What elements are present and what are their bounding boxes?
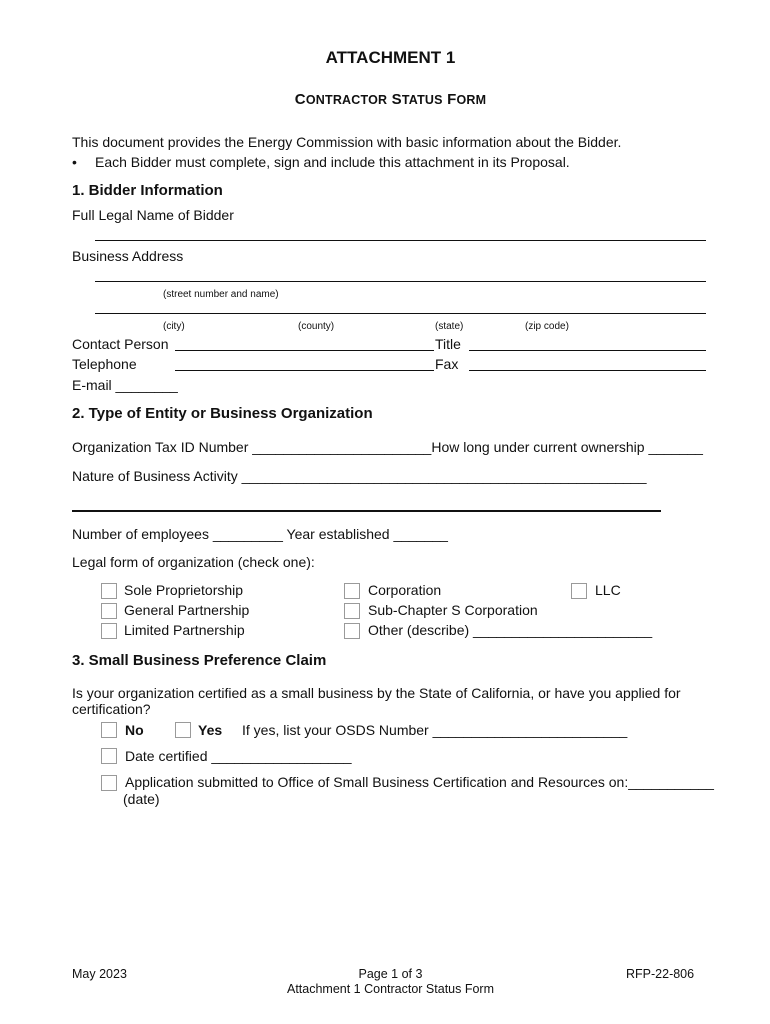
street-address-field[interactable] — [95, 281, 706, 282]
section-3-heading: 3. Small Business Preference Claim — [72, 652, 327, 669]
footer-form-name: Attachment 1 Contractor Status Form — [286, 982, 495, 996]
limited-partnership-label: Limited Partnership — [124, 622, 245, 638]
small-business-question-cont: certification? — [72, 701, 151, 717]
intro-bullet: Each Bidder must complete, sign and include this attachment in its Proposal. — [95, 154, 570, 170]
application-submitted-checkbox[interactable] — [101, 775, 117, 791]
no-checkbox[interactable] — [101, 722, 117, 738]
subchapter-s-label: Sub-Chapter S Corporation — [368, 602, 538, 618]
yes-label: Yes — [198, 722, 223, 738]
city-hint: (city) — [163, 321, 185, 332]
corporation-label: Corporation — [368, 582, 442, 598]
employees-line[interactable]: Number of employees _________ Year established _______ — [72, 526, 448, 542]
footer-date: May 2023 — [72, 967, 127, 981]
subtitle-letter: C — [294, 91, 306, 108]
title-field[interactable] — [469, 350, 706, 351]
title-label: Title — [435, 336, 461, 352]
nature-business-extra-field[interactable] — [72, 510, 661, 512]
subtitle-small-caps: ONTRACTOR — [305, 93, 388, 107]
fax-field[interactable] — [469, 370, 706, 371]
small-business-question: Is your organization certified as a small business by the State of California, or have you applied for — [72, 685, 681, 701]
date-certified-line[interactable]: Date certified __________________ — [125, 748, 352, 764]
other-checkbox[interactable] — [344, 623, 360, 639]
osds-number-line[interactable]: If yes, list your OSDS Number _________________________ — [242, 722, 628, 738]
intro-bullet-dot: • — [72, 154, 77, 170]
date-hint: (date) — [123, 791, 160, 807]
subtitle-small-caps: ORM — [456, 93, 487, 107]
limited-partnership-checkbox[interactable] — [101, 623, 117, 639]
contact-person-field[interactable] — [175, 350, 434, 351]
nature-business-line[interactable]: Nature of Business Activity ____________________________________________________ — [72, 468, 647, 484]
business-address-label: Business Address — [72, 248, 184, 264]
city-state-zip-field[interactable] — [95, 313, 706, 314]
subchapter-s-checkbox[interactable] — [344, 603, 360, 619]
section-2-heading: 2. Type of Entity or Business Organization — [72, 405, 373, 422]
subtitle-letter: F — [447, 91, 457, 108]
street-hint: (street number and name) — [163, 289, 279, 300]
footer-rfp-number: RFP-22-806 — [626, 967, 695, 981]
fax-label: Fax — [435, 356, 459, 372]
zip-hint: (zip code) — [525, 321, 569, 332]
sole-proprietorship-checkbox[interactable] — [101, 583, 117, 599]
contact-person-label: Contact Person — [72, 336, 169, 352]
yes-checkbox[interactable] — [175, 722, 191, 738]
footer-page-number: Page 1 of 3 — [358, 967, 423, 981]
llc-checkbox[interactable] — [571, 583, 587, 599]
sole-proprietorship-label: Sole Proprietorship — [124, 582, 244, 598]
application-submitted-line[interactable]: Application submitted to Office of Small Business Certification and Resources on:___________ — [125, 774, 714, 790]
telephone-field[interactable] — [175, 370, 434, 371]
subtitle-letter: S — [391, 91, 402, 108]
full-legal-name-label: Full Legal Name of Bidder — [72, 207, 234, 223]
subtitle-small-caps: TATUS — [401, 93, 443, 107]
other-label[interactable]: Other (describe) _______________________ — [368, 622, 653, 638]
no-label: No — [125, 722, 144, 738]
date-certified-checkbox[interactable] — [101, 748, 117, 764]
email-label[interactable]: E-mail ________ — [72, 377, 178, 393]
state-hint: (state) — [435, 321, 464, 332]
full-legal-name-field[interactable] — [95, 240, 706, 241]
tax-id-line[interactable]: Organization Tax ID Number _______________________How long under current ownership _______ — [72, 439, 703, 455]
form-subtitle — [0, 91, 770, 108]
section-1-heading: 1. Bidder Information — [72, 182, 223, 199]
page-title: ATTACHMENT 1 — [325, 48, 456, 67]
general-partnership-checkbox[interactable] — [101, 603, 117, 619]
telephone-label: Telephone — [72, 356, 137, 372]
intro-text: This document provides the Energy Commission with basic information about the Bidder. — [72, 134, 622, 150]
llc-label: LLC — [595, 582, 621, 598]
corporation-checkbox[interactable] — [344, 583, 360, 599]
county-hint: (county) — [298, 321, 335, 332]
general-partnership-label: General Partnership — [124, 602, 250, 618]
legal-form-label: Legal form of organization (check one): — [72, 554, 315, 570]
